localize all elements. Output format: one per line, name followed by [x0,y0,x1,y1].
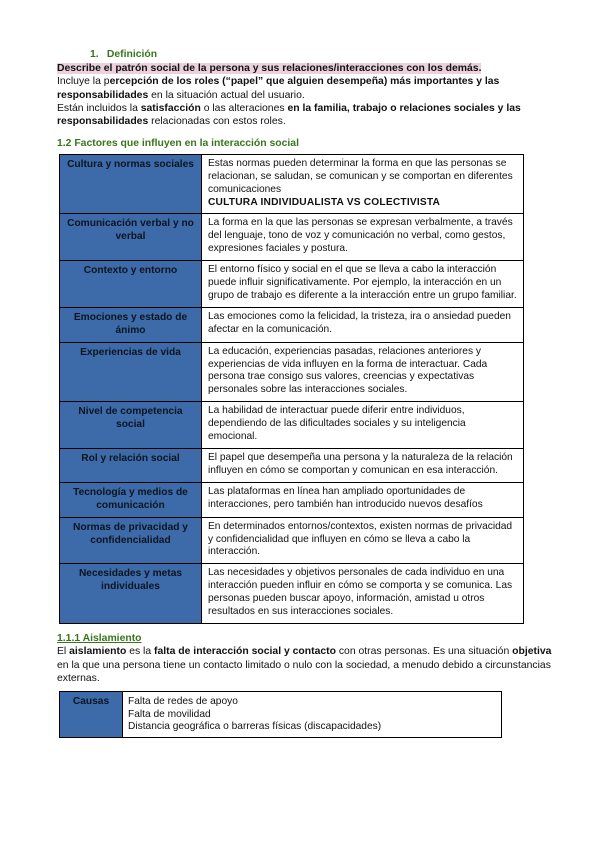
causes-table [59,691,502,738]
factor-row [60,261,524,308]
causes-row [60,692,502,738]
factor-label: Contexto y entorno [60,261,202,308]
factor-description [202,154,524,214]
factor-row [60,342,524,402]
factor-description [202,517,524,564]
section-heading-definition [57,48,557,62]
factor-description [202,564,524,624]
factor-label: Comunicación verbal y no verbal [60,214,202,261]
factor-text: Estas normas pueden determinar la forma en que las personas se relacionan, se saludan, se comunican y se comportan en diferentes comunicaciones [208,157,513,195]
factor-row [60,482,524,517]
factor-description [202,214,524,261]
factor-label: Nivel de competencia social [60,402,202,449]
factor-row [60,449,524,483]
heading-title: Definición [106,49,158,60]
intro-paragraph-roles: Incluye la percepción de los roles (“papel” que alguien desempeña) más importantes y las responsabilidades en la situación actual del usuario. [57,76,500,101]
causes-list [123,692,502,738]
factor-description [202,449,524,483]
factor-row [60,214,524,261]
intro-highlight: Describe el patrón social de la persona y sus relaciones/interacciones con los demás. [57,63,482,74]
factor-label: Tecnología y medios de comunicación [60,482,202,517]
cause-item: Falta de movilidad [128,708,211,720]
factor-text: La forma en la que las personas se expresan verbalmente, a través del lenguaje, tono de voz y comunicación no verbal, como gestos, expresiones faciales y postura. [208,217,513,255]
factor-label: Cultura y normas sociales [60,154,202,214]
factor-text: En determinados entornos/contextos, existen normas de privacidad y confidencialidad que influyen en cómo se lleva a cabo la interacción. [208,520,513,558]
factor-text: El entorno físico y social en el que se lleva a cabo la interacción puede influir significativamente. Por ejemplo, la interacción en un grupo de trabajo es diferente a la interacción entre un grupo familiar. [208,264,517,301]
factor-row [60,564,524,624]
factor-label: Necesidades y metas individuales [60,564,202,624]
factor-row [60,402,524,449]
factor-text: Las emociones como la felicidad, la tristeza, ira o ansiedad pueden afectar en la comunicación. [208,310,511,335]
section-heading-factors: 1.2 Factores que influyen en la interacción social [57,138,299,150]
factor-label: Emociones y estado de ánimo [60,307,202,342]
factor-text: La educación, experiencias pasadas, relaciones anteriores y experiencias de vida influyen en la forma de interactuar. Cada persona trae consigo sus valores, creencias y expectativas personales sobre las interacciones sociales. [208,345,488,396]
factor-label: Experiencias de vida [60,342,202,402]
factor-text: El papel que desempeña una persona y la naturaleza de la relación influyen en cómo se comportan y comunican en esa interacción. [208,452,513,476]
causes-label: Causas [60,692,123,738]
factor-description [202,482,524,517]
factor-text: Las necesidades y objetivos personales de cada individuo en una interacción pueden influir en cómo se comporta y se comunica. Las personas pueden buscar apoyo, información, amistad u otros resultados en sus interacciones sociales. [208,567,513,618]
factor-row [60,307,524,342]
factor-row [60,154,524,214]
document-page [57,48,557,738]
heading-number: 1. [90,49,99,60]
factor-label: Normas de privacidad y confidencialidad [60,517,202,564]
factor-text: La habilidad de interactuar puede diferir entre individuos, dependiendo de las dificultades sociales y su inteligencia emocional. [208,405,466,443]
factor-emphasis: CULTURA INDIVIDUALISTA VS COLECTIVISTA [208,196,441,208]
intro-paragraph-satisfaction: Están incluidos la satisfacción o las alteraciones en la familia, trabajo o relaciones sociales y las responsabilidades relacionadas con estos roles. [57,102,521,128]
factor-description [202,402,524,449]
factor-text: Las plataformas en línea han ampliado oportunidades de interacciones, pero también han introducido nuevos desafíos [208,485,483,510]
factor-description [202,342,524,402]
factor-row [60,517,524,564]
cause-item: Falta de redes de apoyo [128,696,238,708]
isolation-paragraph: El aislamiento es la falta de interacción social y contacto con otras personas. Es una situación objetiva en la que una persona tiene un contacto limitado o nulo con la sociedad, a menudo debido a circunstancias externas. [57,646,552,684]
cause-item: Distancia geográfica o barreras físicas (discapacidades) [128,721,382,733]
factor-label: Rol y relación social [60,449,202,483]
section-heading-isolation: 1.1.1 Aislamiento [57,632,142,644]
factors-table [59,154,524,624]
factor-description [202,261,524,308]
factor-description [202,307,524,342]
